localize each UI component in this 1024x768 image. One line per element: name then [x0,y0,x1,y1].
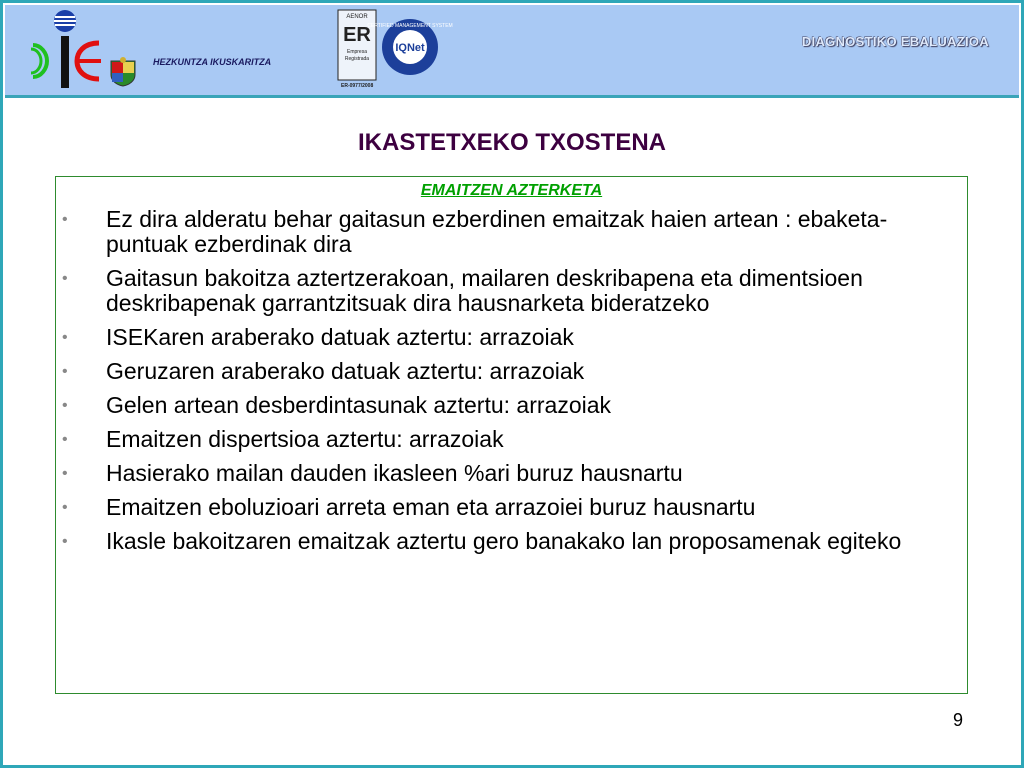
bullet-icon: • [62,329,68,346]
bullet-icon: • [62,533,68,550]
page-title: IKASTETXEKO TXOSTENA [357,129,667,156]
list-item: • Emaitzen eboluzioari arreta eman eta arrazoiei buruz hausnartu [62,494,756,520]
iqnet-certification-icon [367,15,453,79]
aenor-top-text: AENOR [346,14,368,20]
bullet-icon: • [62,363,68,380]
bullet-icon: • [62,465,68,482]
content-box [55,176,968,694]
org-name: HEZKUNTZA IKUSKARITZA [153,57,272,67]
aenor-line2-text: Registrada [344,56,370,62]
basque-crest-icon [109,57,137,87]
bullet-icon: • [62,211,68,228]
bullet-icon: • [62,499,68,516]
list-item: • Gelen artean desberdintasunak aztertu: arrazoiak [62,392,612,418]
list-item: • Ikasle bakoitzaren emaitzak aztertu gero banakako lan proposamenak egiteko [62,528,902,554]
aenor-line1-text: Empresa [346,49,368,55]
bullet-icon: • [62,431,68,448]
list-item: • Ez dira alderatu behar gaitasun ezberdinen emaitzak haien artean : ebaketa-puntuak ezberdinak dira [62,206,888,257]
cert-code: ER-0977/2008 [341,83,374,89]
iqnet-text: IQNet [395,42,425,54]
header-banner [5,5,1019,98]
bullet-icon: • [62,270,68,287]
bullet-list [56,207,956,563]
bullet-icon: • [62,397,68,414]
section-subtitle: EMAITZEN AZTERKETA [420,182,603,199]
aenor-certification-icon [337,9,377,81]
aenor-mark-text: ER [343,24,371,46]
header-title: DIAGNOSTIKO EBALUAZIOA [801,34,989,49]
ise-logo-icon [27,9,119,91]
list-item: • ISEKaren araberako datuak aztertu: arrazoiak [62,324,574,350]
list-item: • Emaitzen dispertsioa aztertu: arrazoiak [62,426,504,452]
list-item: • Hasierako mailan dauden ikasleen %ari buruz hausnartu [62,460,683,486]
iqnet-ring-text: CERTIFIED MANAGEMENT SYSTEM [367,23,453,29]
list-item: • Geruzaren araberako datuak aztertu: arrazoiak [62,358,585,384]
list-item: • Gaitasun bakoitza aztertzerakoan, mailaren deskribapena eta dimentsioen deskribapenak garrantzitsuak dira hausnarketa bideratzeko [62,265,863,316]
page-number: 9 [952,710,963,730]
